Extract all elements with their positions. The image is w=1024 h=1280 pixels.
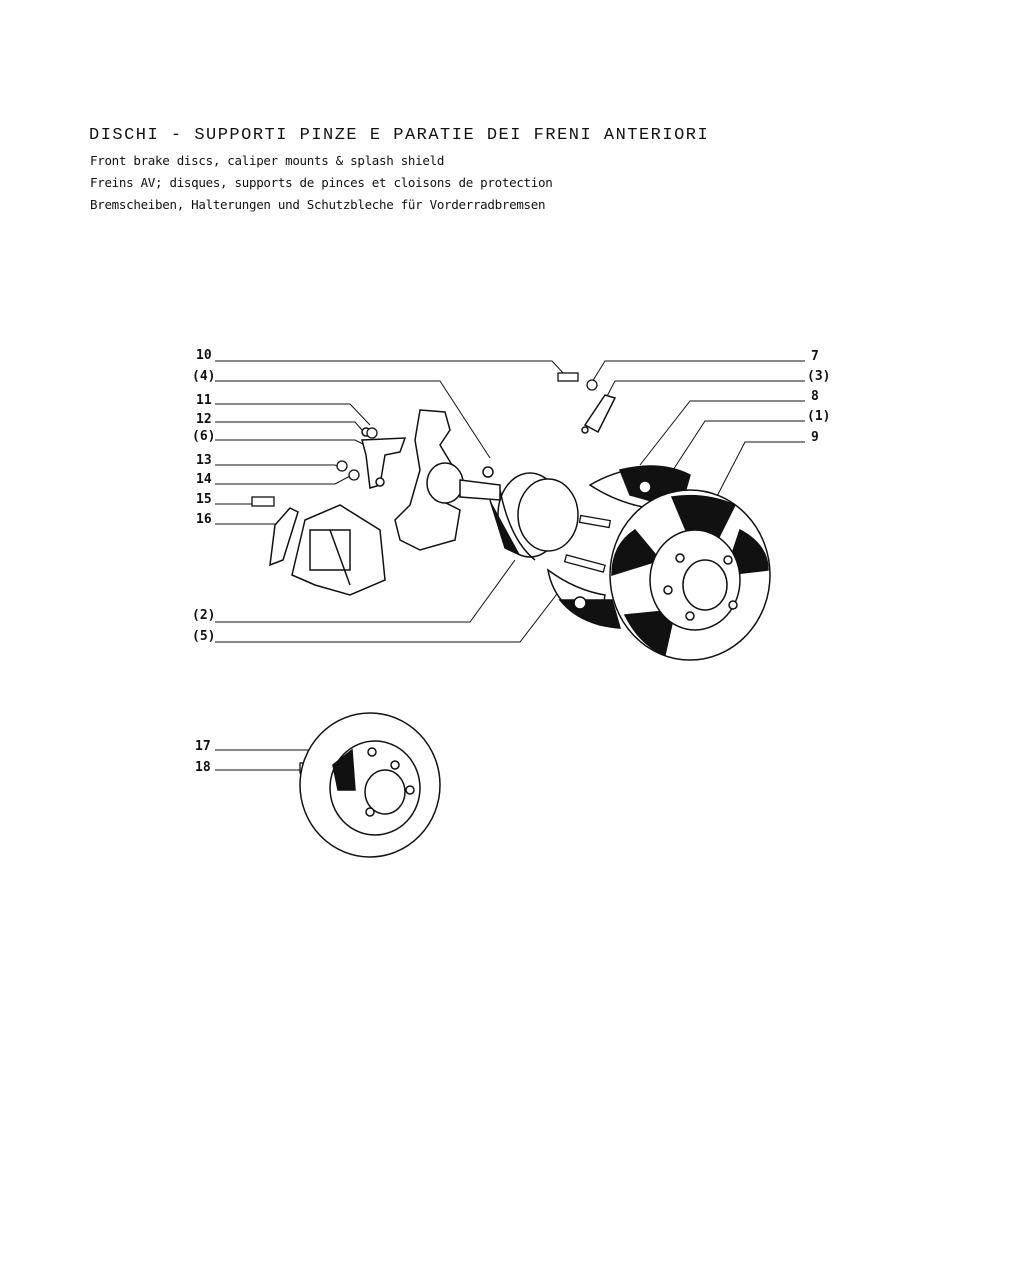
wheel-hub bbox=[490, 473, 578, 560]
callout-3: (3) bbox=[807, 369, 831, 384]
callout-4: (4) bbox=[192, 369, 216, 384]
steering-knuckle bbox=[395, 410, 500, 550]
callout-11: 11 bbox=[196, 393, 212, 408]
callout-13: 13 bbox=[196, 453, 212, 468]
callout-7: 7 bbox=[811, 349, 819, 364]
callout-5: (5) bbox=[192, 629, 216, 644]
subtitle-french: Freins AV; disques, supports de pinces et cloisons de protection bbox=[90, 175, 553, 190]
brake-disc bbox=[610, 490, 770, 660]
callout-8: 8 bbox=[811, 389, 819, 404]
callout-12: 12 bbox=[196, 412, 212, 427]
page-title: DISCHI - SUPPORTI PINZE E PARATIE DEI FRENI ANTERIORI bbox=[89, 126, 710, 145]
lower-brake-disc bbox=[300, 713, 440, 857]
callout-16: 16 bbox=[196, 512, 212, 527]
callout-1: (1) bbox=[807, 409, 831, 424]
callout-17: 17 bbox=[195, 739, 211, 754]
callout-6: (6) bbox=[192, 429, 216, 444]
splash-shield-bracket bbox=[582, 395, 615, 433]
callout-14: 14 bbox=[196, 472, 212, 487]
callout-2: (2) bbox=[192, 608, 216, 623]
subtitle-english: Front brake discs, caliper mounts & splash shield bbox=[90, 153, 445, 168]
callout-15: 15 bbox=[196, 492, 212, 507]
callout-18: 18 bbox=[195, 760, 211, 775]
brake-caliper bbox=[292, 505, 385, 595]
plate bbox=[270, 508, 298, 565]
subtitle-german: Bremscheiben, Halterungen und Schutzbleche für Vorderradbremsen bbox=[90, 197, 546, 212]
callout-10: 10 bbox=[196, 348, 212, 363]
callout-9: 9 bbox=[811, 430, 819, 445]
